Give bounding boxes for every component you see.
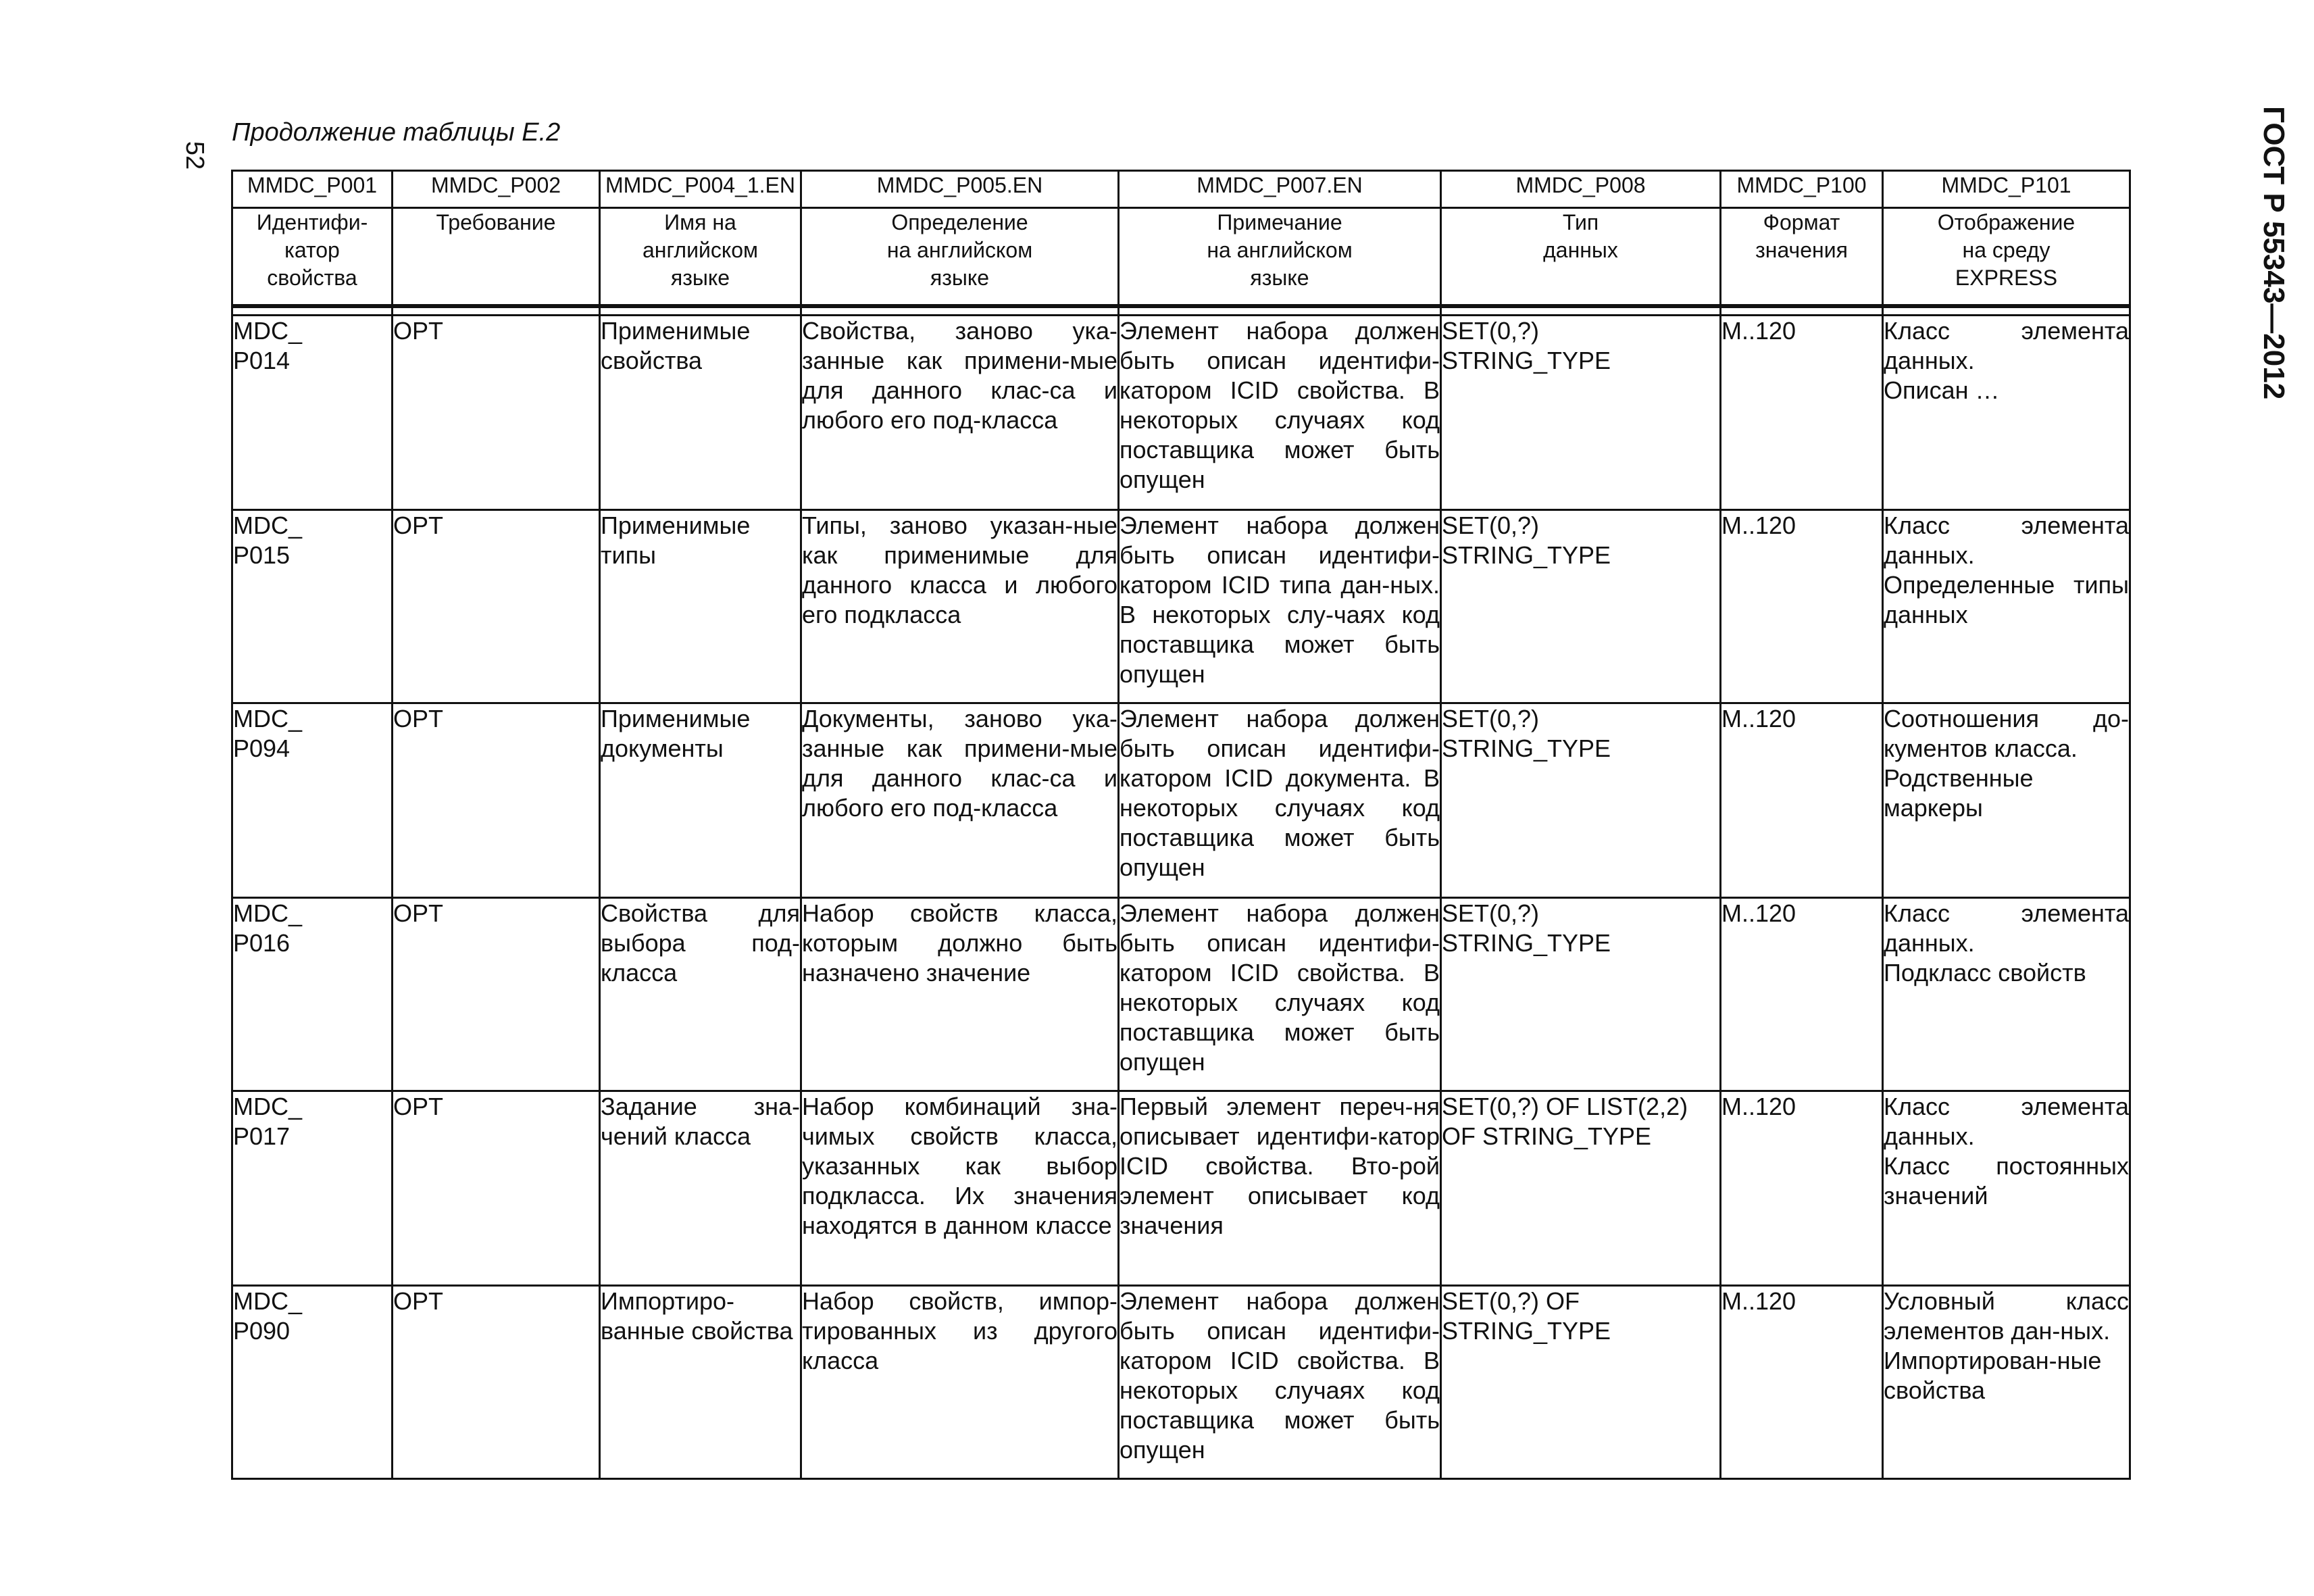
data-type-cell: SET(0,?) STRING_TYPE — [1441, 316, 1721, 510]
value-format-cell: M..120 — [1721, 316, 1883, 510]
note-cell: Элемент набора должен быть описан идентифи-катором ICID документа. В некоторых случаях код поставщика может быть опущен — [1119, 703, 1441, 898]
header-label: Примечание на английском языке — [1119, 208, 1441, 305]
english-name-cell: Импортиро-ванные свойства — [600, 1286, 801, 1479]
table-row — [232, 510, 2130, 703]
express-mapping-cell: Класс элемента данных. Описан … — [1883, 316, 2130, 510]
express-mapping-cell: Класс элемента данных. Класс постоянных значений — [1883, 1091, 2130, 1286]
definition-cell: Типы, заново указан-ные как применимые для данного класса и любого его подкласса — [801, 510, 1119, 703]
data-type-cell: SET(0,?) OF LIST(2,2) OF STRING_TYPE — [1441, 1091, 1721, 1286]
header-label: Имя на английском языке — [600, 208, 801, 305]
note-cell: Первый элемент переч-ня описывает идентифи-катор ICID свойства. Вто-рой элемент описывает код значения — [1119, 1091, 1441, 1286]
table-row — [232, 898, 2130, 1091]
header-separator — [232, 305, 2130, 316]
express-mapping-cell: Условный класс элементов дан-ных. Импортирован-ные свойства — [1883, 1286, 2130, 1479]
english-name-cell: Применимые свойства — [600, 316, 801, 510]
value-format-cell: M..120 — [1721, 510, 1883, 703]
table-continuation-caption: Продолжение таблицы Е.2 — [232, 118, 561, 147]
express-mapping-cell: Соотношения до-кументов класса. Родственные маркеры — [1883, 703, 2130, 898]
header-code: MMDC_P001 — [232, 171, 393, 208]
note-cell: Элемент набора должен быть описан идентифи-катором ICID свойства. В некоторых случаях код поставщика может быть опущен — [1119, 898, 1441, 1091]
header-code: MMDC_P007.EN — [1119, 171, 1441, 208]
definition-cell: Документы, заново ука-занные как примени-мые для данного клас-са и любого его под-класса — [801, 703, 1119, 898]
header-code: MMDC_P101 — [1883, 171, 2130, 208]
header-label-row — [232, 208, 2130, 305]
requirement-cell: OPT — [393, 1091, 600, 1286]
value-format-cell: M..120 — [1721, 898, 1883, 1091]
data-type-cell: SET(0,?) OF STRING_TYPE — [1441, 1286, 1721, 1479]
header-label: Отображение на среду EXPRESS — [1883, 208, 2130, 305]
note-cell: Элемент набора должен быть описан идентифи-катором ICID свойства. В некоторых случаях код поставщика может быть опущен — [1119, 1286, 1441, 1479]
header-label: Требование — [393, 208, 600, 305]
value-format-cell: M..120 — [1721, 703, 1883, 898]
property-id-cell: MDC_ P016 — [232, 898, 393, 1091]
header-label: Идентифи- катор свойства — [232, 208, 393, 305]
requirement-cell: OPT — [393, 510, 600, 703]
definition-cell: Набор свойств класса, которым должно быть назначено значение — [801, 898, 1119, 1091]
page-number: 52 — [180, 141, 209, 170]
header-code: MMDC_P004_1.EN — [600, 171, 801, 208]
header-code: MMDC_P002 — [393, 171, 600, 208]
property-id-cell: MDC_ P017 — [232, 1091, 393, 1286]
definition-cell: Набор комбинаций зна-чимых свойств класса, указанных как выбор подкласса. Их значения находятся в данном классе — [801, 1091, 1119, 1286]
data-type-cell: SET(0,?) STRING_TYPE — [1441, 898, 1721, 1091]
header-code: MMDC_P005.EN — [801, 171, 1119, 208]
requirement-cell: OPT — [393, 898, 600, 1091]
header-label: Определение на английском языке — [801, 208, 1119, 305]
definition-cell: Свойства, заново ука-занные как примени-мые для данного клас-са и любого его под-класса — [801, 316, 1119, 510]
property-id-cell: MDC_ P094 — [232, 703, 393, 898]
property-id-cell: MDC_ P014 — [232, 316, 393, 510]
header-code: MMDC_P100 — [1721, 171, 1883, 208]
property-id-cell: MDC_ P015 — [232, 510, 393, 703]
english-name-cell: Свойства для выбора под-класса — [600, 898, 801, 1091]
requirement-cell: OPT — [393, 316, 600, 510]
data-type-cell: SET(0,?) STRING_TYPE — [1441, 510, 1721, 703]
note-cell: Элемент набора должен быть описан идентифи-катором ICID свойства. В некоторых случаях код поставщика может быть опущен — [1119, 316, 1441, 510]
requirement-cell: OPT — [393, 1286, 600, 1479]
express-mapping-cell: Класс элемента данных. Определенные типы данных — [1883, 510, 2130, 703]
properties-table — [231, 170, 2131, 1480]
value-format-cell: M..120 — [1721, 1286, 1883, 1479]
requirement-cell: OPT — [393, 703, 600, 898]
header-label: Формат значения — [1721, 208, 1883, 305]
english-name-cell: Задание зна-чений класса — [600, 1091, 801, 1286]
table-row — [232, 1286, 2130, 1479]
definition-cell: Набор свойств, импор-тированных из другого класса — [801, 1286, 1119, 1479]
table-row — [232, 1091, 2130, 1286]
express-mapping-cell: Класс элемента данных. Подкласс свойств — [1883, 898, 2130, 1091]
header-code: MMDC_P008 — [1441, 171, 1721, 208]
english-name-cell: Применимые документы — [600, 703, 801, 898]
header-label: Тип данных — [1441, 208, 1721, 305]
property-id-cell: MDC_ P090 — [232, 1286, 393, 1479]
english-name-cell: Применимые типы — [600, 510, 801, 703]
value-format-cell: M..120 — [1721, 1091, 1883, 1286]
data-type-cell: SET(0,?) STRING_TYPE — [1441, 703, 1721, 898]
standard-code: ГОСТ Р 55343—2012 — [2257, 106, 2290, 400]
header-code-row — [232, 171, 2130, 208]
table-row — [232, 703, 2130, 898]
table-row — [232, 316, 2130, 510]
note-cell: Элемент набора должен быть описан идентифи-катором ICID типа дан-ных. В некоторых слу-чаях код поставщика может быть опущен — [1119, 510, 1441, 703]
